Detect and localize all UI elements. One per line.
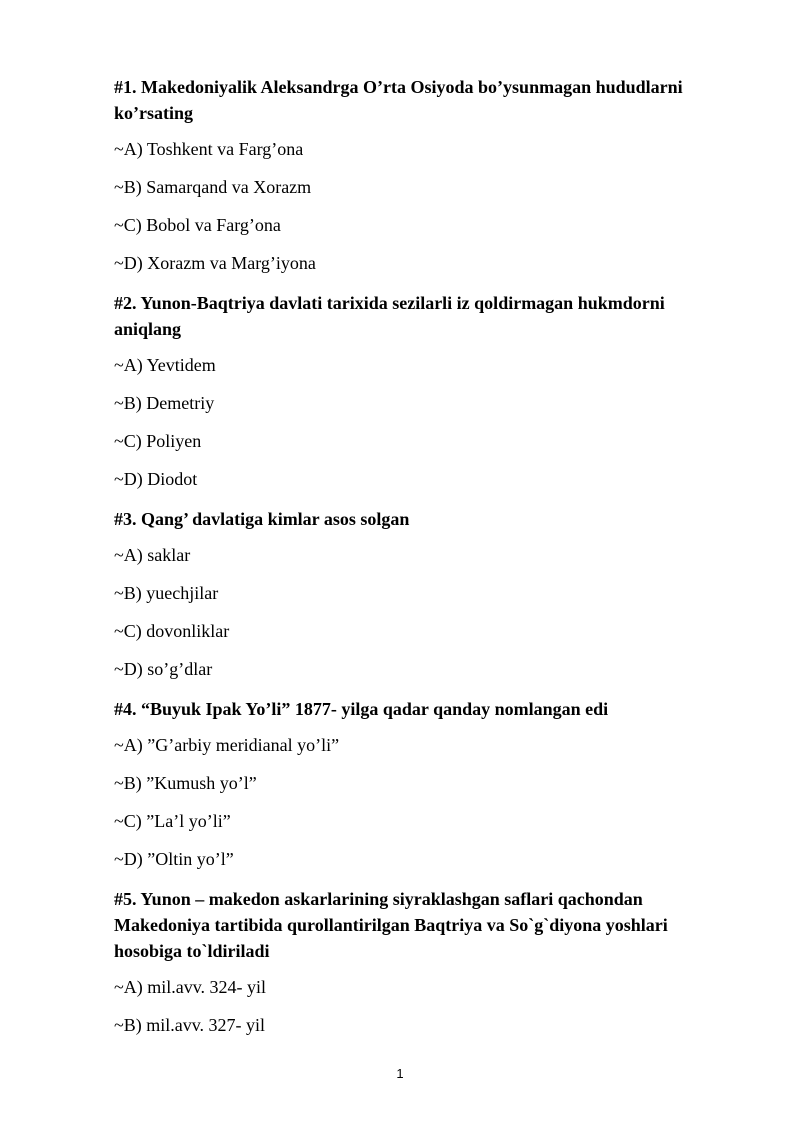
question-4 — [114, 696, 714, 870]
answer-option-b: ~B) ”Kumush yo’l” — [114, 773, 257, 793]
answer-option-b: ~B) Samarqand va Xorazm — [114, 177, 312, 197]
answer-option-d: ~D) so’g’dlar — [114, 659, 213, 679]
answer-option-d: ~D) ”Oltin yo’l” — [114, 849, 234, 869]
question-text: #3. Qang’ davlatiga kimlar asos solgan — [114, 509, 410, 529]
answer-option-c: ~C) ”La’l yo’li” — [114, 811, 231, 831]
answer-option-a: ~A) mil.avv. 324- yil — [114, 977, 267, 997]
answer-option-a: ~A) ”G’arbiy meridianal yo’li” — [114, 735, 340, 755]
answer-option-a: ~A) saklar — [114, 545, 191, 565]
page-number: 1 — [396, 1066, 404, 1081]
document-page — [114, 74, 714, 1052]
answer-option-b: ~B) Demetriy — [114, 393, 215, 413]
answer-option-a: ~A) Yevtidem — [114, 355, 216, 375]
question-1 — [114, 74, 714, 274]
question-text: #4. “Buyuk Ipak Yo’li” 1877- yilga qadar qanday nomlangan edi — [114, 699, 609, 719]
answer-option-c: ~C) Poliyen — [114, 431, 202, 451]
question-5 — [114, 886, 714, 1036]
question-3 — [114, 506, 714, 680]
answer-option-b: ~B) yuechjilar — [114, 583, 219, 603]
question-text: #1. Makedoniyalik Aleksandrga O’rta Osiyoda bo’ysunmagan hududlarni ko’rsating — [114, 77, 683, 123]
answer-option-d: ~D) Xorazm va Marg’iyona — [114, 253, 316, 273]
answer-option-c: ~C) Bobol va Farg’ona — [114, 215, 281, 235]
answer-option-c: ~C) dovonliklar — [114, 621, 230, 641]
answer-option-a: ~A) Toshkent va Farg’ona — [114, 139, 304, 159]
question-2 — [114, 290, 714, 490]
answer-option-d: ~D) Diodot — [114, 469, 198, 489]
question-text: #5. Yunon – makedon askarlarining siyraklashgan saflari qachondan Makedoniya tartibida qurollantirilgan Baqtriya va So`g`diyona yoshlari hosobiga to`ldiriladi — [114, 889, 668, 961]
question-text: #2. Yunon-Baqtriya davlati tarixida sezilarli iz qoldirmagan hukmdorni aniqlang — [114, 293, 665, 339]
answer-option-b: ~B) mil.avv. 327- yil — [114, 1015, 266, 1035]
